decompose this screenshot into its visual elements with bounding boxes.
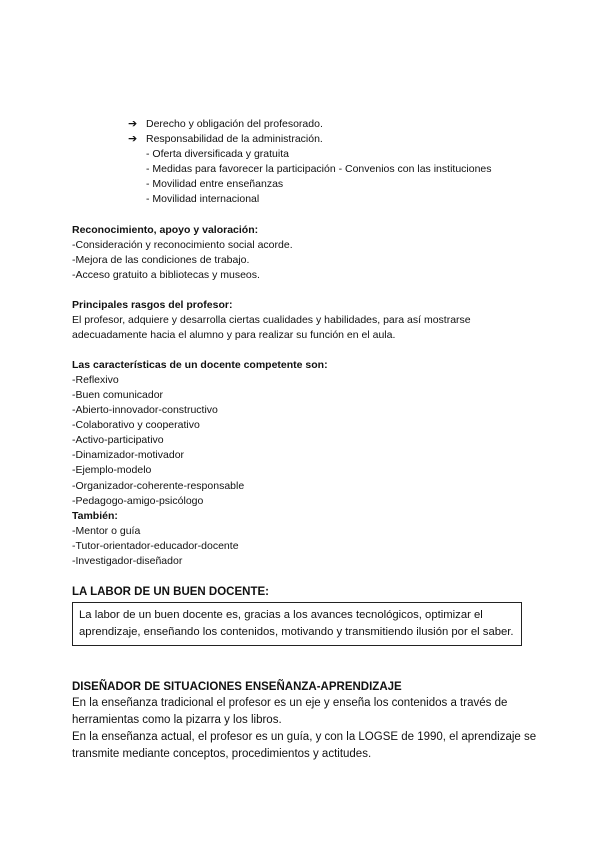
- list-item: -Ejemplo-modelo: [72, 464, 152, 476]
- list-item: -Investigador-diseñador: [72, 555, 183, 567]
- tambien-heading: También:: [72, 510, 118, 522]
- list-item: -Reflexivo: [72, 374, 119, 386]
- list-item: -Tutor-orientador-educador-docente: [72, 540, 239, 552]
- list-item: -Abierto-innovador-constructivo: [72, 404, 218, 416]
- list-item: -Acceso gratuito a bibliotecas y museos.: [72, 269, 260, 281]
- list-item: -Pedagogo-amigo-psicólogo: [72, 495, 204, 507]
- box-line: aprendizaje, enseñando los contenidos, motivando y transmitiendo ilusión por el saber.: [79, 626, 514, 638]
- list-item: -Mejora de las condiciones de trabajo.: [72, 254, 250, 266]
- disenador-heading: DISEÑADOR DE SITUACIONES ENSEÑANZA-APRENDIZAJE: [72, 681, 402, 693]
- list-item: -Dinamizador-motivador: [72, 449, 185, 461]
- paragraph-line: El profesor, adquiere y desarrolla ciertas cualidades y habilidades, para así mostrarse: [72, 314, 471, 326]
- paragraph-line: En la enseñanza tradicional el profesor es un eje y enseña los contenidos a través de: [72, 697, 508, 709]
- list-item: -Organizador-coherente-responsable: [72, 480, 245, 492]
- paragraph-line: transmite mediante conceptos, procedimientos y actitudes.: [72, 748, 372, 760]
- caracteristicas-heading: Las características de un docente competente son:: [72, 359, 328, 371]
- sub-item: - Movilidad internacional: [146, 193, 260, 205]
- box-line: La labor de un buen docente es, gracias a los avances tecnológicos, optimizar el: [79, 609, 483, 621]
- labor-heading: LA LABOR DE UN BUEN DOCENTE:: [72, 586, 269, 598]
- sub-item: - Medidas para favorecer la participación - Convenios con las instituciones: [146, 163, 492, 175]
- arrow-item: ➔ Derecho y obligación del profesorado.: [128, 118, 323, 130]
- paragraph-line: adecuadamente hacia el alumno y para realizar su función en el aula.: [72, 329, 396, 341]
- paragraph-line: herramientas como la pizarra y los libros.: [72, 714, 282, 726]
- list-item: -Activo-participativo: [72, 434, 164, 446]
- right-arrow-icon: ➔: [128, 133, 138, 145]
- sub-item: - Movilidad entre enseñanzas: [146, 178, 284, 190]
- list-item: -Mentor o guía: [72, 525, 141, 537]
- list-item: -Colaborativo y cooperativo: [72, 419, 200, 431]
- list-item: -Consideración y reconocimiento social acorde.: [72, 239, 293, 251]
- sub-item: - Oferta diversificada y gratuita: [146, 148, 289, 160]
- labor-box: [72, 602, 522, 646]
- rasgos-heading: Principales rasgos del profesor:: [72, 299, 233, 311]
- paragraph-line: En la enseñanza actual, el profesor es un guía, y con la LOGSE de 1990, el aprendizaje se: [72, 731, 537, 743]
- reconocimiento-heading: Reconocimiento, apoyo y valoración:: [72, 224, 259, 236]
- list-item: -Buen comunicador: [72, 389, 164, 401]
- right-arrow-icon: ➔: [128, 118, 138, 130]
- arrow-item: ➔ Responsabilidad de la administración.: [128, 133, 323, 145]
